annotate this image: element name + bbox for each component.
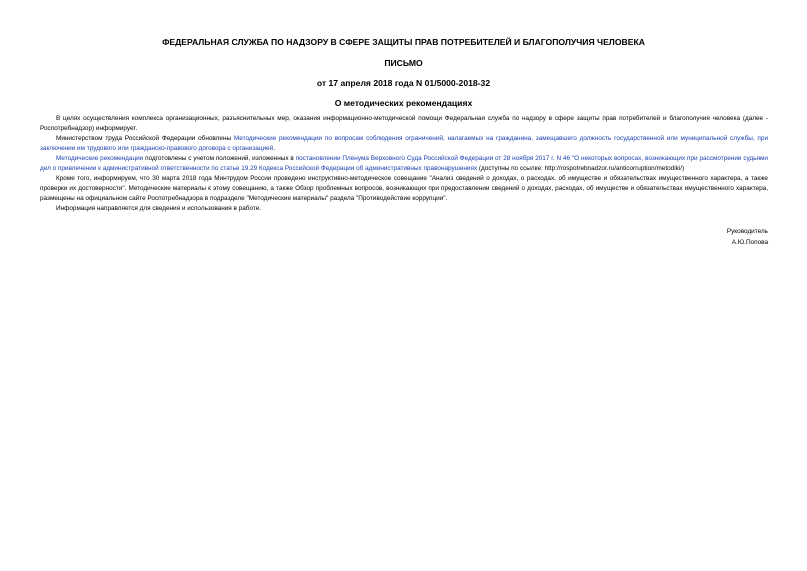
link-methodical-recommendations[interactable]: Методические рекомендации по вопросам соблюдения ограничений, налагаемых на гражданина, замещавшего должность государственной или муниципальной службы, при заключении им трудового или гражданско-правового договора с организацией xyxy=(40,135,769,152)
signature-position: Руководитель xyxy=(726,228,768,235)
link-plenum-resolution[interactable]: постановлении Пленума Верховного Суда Российской Федерации от 28 ноября 2017 г. N 46 "О некоторых вопросах, возникающих при рассмотрении судьями дел о привлечении к административной ответственности по статье 19.29 Кодекса Российской Федерации об административных правонарушениях xyxy=(40,155,768,172)
paragraph-closing: Информация направляется для сведения и использования в работе. xyxy=(56,205,262,212)
link-recommendations[interactable]: Методические рекомендации xyxy=(56,155,144,162)
paragraph-ministry xyxy=(40,134,768,154)
paragraph-plenum-url: (доступны по ссылке: http://rospotrebnadzor.ru/anticorruption/metodiki/) xyxy=(477,165,685,172)
paragraph-ministry-text: Министерством труда Российской Федерации обновлены xyxy=(56,135,234,142)
paragraph-seminar: Кроме того, информируем, что 30 марта 2018 года Минтрудом России проведено инструктивно-методическое совещание "Анализ сведений о доходах, о расходах, об имуществе и обязательствах имущественного характера, а также проверки их достоверности". Методические материалы к этому совещанию, а также Обзор проблемных вопросов, возникающих при предоставлении сведений о доходах, расходах, об имуществе и обязательствах имущественного характера, размещены на официальном сайте Роспотребнадзора в подразделе "Методические материалы" раздела "Противодействие коррупции". xyxy=(40,175,768,202)
paragraph-plenum-text: подготовлены с учетом положений, изложенных в xyxy=(143,155,296,162)
document-date-number: от 17 апреля 2018 года N 01/5000-2018-32 xyxy=(316,78,491,88)
letter-body xyxy=(40,114,768,214)
paragraph-ministry-end: . xyxy=(273,145,275,152)
paragraph-plenum xyxy=(40,154,768,174)
signature-name: А.Ю.Попова xyxy=(731,239,768,246)
document-subject: О методических рекомендациях xyxy=(334,98,473,108)
paragraph-intro: В целях осуществления комплекса организационных, разъяснительных мер, оказания информационно-методической помощи Федеральная служба по надзору в сфере защиты прав потребителей и благополучия человека (далее - Роспотребнадзор) информирует. xyxy=(40,115,768,132)
issuing-organization: ФЕДЕРАЛЬНАЯ СЛУЖБА ПО НАДЗОРУ В СФЕРЕ ЗАЩИТЫ ПРАВ ПОТРЕБИТЕЛЕЙ И БЛАГОПОЛУЧИЯ ЧЕЛОВЕКА xyxy=(162,37,645,47)
document-type: ПИСЬМО xyxy=(384,58,423,68)
